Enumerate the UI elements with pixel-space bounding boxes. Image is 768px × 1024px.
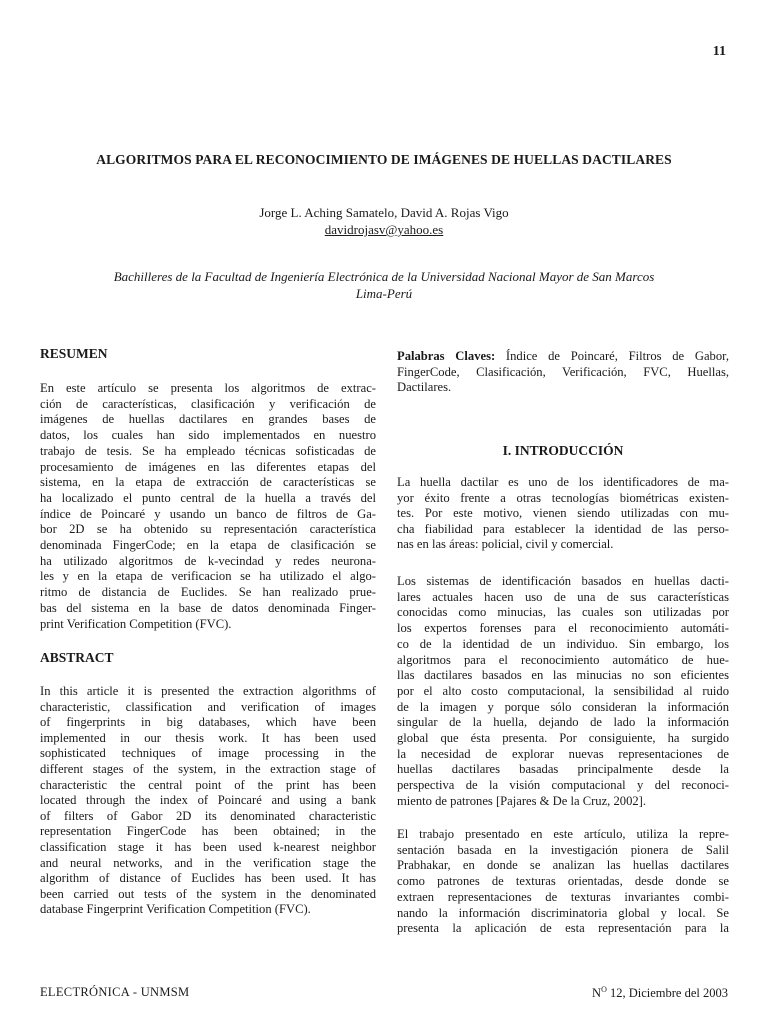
text-line: perspectiva de la visión computacional y del reconoci- (397, 778, 729, 793)
abstract-heading: ABSTRACT (40, 650, 114, 665)
paper-title: ALGORITMOS PARA EL RECONOCIMIENTO DE IMÁGENES DE HUELLAS DACTILARES (96, 152, 672, 167)
text-line: El trabajo presentado en este artículo, utiliza la repre- (397, 827, 729, 841)
text-line: bor 2D se ha obtenido su representación característica (40, 522, 376, 537)
text-line: datos, los cuales han sido implementados en nuestro (40, 428, 376, 443)
text-line: denominada FingerCode; en la etapa de clasificación se (40, 538, 376, 552)
text-line: global que ésta presenta. Por consiguiente, ha surgido (397, 731, 729, 745)
text-line: algoritmos para el reconocimiento automático de hue- (397, 652, 729, 667)
text-line: conocidas como minucias, las cuales son utilizadas por (397, 605, 729, 620)
text-line: singular de la huella, dejando de lado la información (397, 715, 729, 730)
text-line: imágenes de huellas dactilares en grandes bases de (40, 412, 376, 427)
text-line: characteristic, classification and verification of images (40, 699, 376, 714)
email-link[interactable]: davidrojasv@yahoo.es (324, 222, 444, 237)
text-line: trabajo de tesis. Se ha empleado técnicas sofisticadas de (40, 443, 376, 458)
text-line: In this article it is presented the extraction algorithms of (40, 684, 376, 698)
text-line: print Verification Competition (FVC). (40, 616, 232, 631)
text-line: nas en las áreas: policial, civil y comercial. (397, 537, 614, 552)
keywords-line: Dactilares. (397, 380, 452, 395)
footer-issue (592, 985, 728, 1001)
text-line: different stages of the system, in the extraction stage of (40, 762, 376, 776)
text-line: llas dactilares basados en las minucias no son eficientes (397, 668, 729, 683)
text-line: implemented in our thesis work. It has been used (40, 730, 376, 745)
text-line: huellas dactilares basadas principalmente desde la (397, 762, 729, 777)
text-line: por el alto costo computacional, la sensibilidad al ruido (397, 683, 729, 698)
keywords-text: Índice de Poincaré, Filtros de Gabor, (495, 349, 729, 363)
text-line: miento de patrones [Pajares & De la Cruz, 2002]. (397, 793, 647, 808)
page-number: 11 (712, 44, 726, 59)
text-line: and neural networks, and in the verification stage the (40, 855, 376, 870)
text-line: como patrones de texturas orientadas, desde donde se (397, 874, 729, 889)
resumen-heading: RESUMEN (40, 346, 108, 361)
text-line: bas del sistema en la base de datos denominada Finger- (40, 600, 376, 615)
keywords-line: FingerCode, Clasificación, Verificación, FVC, Huellas, (397, 364, 729, 379)
text-line: yor éxito frente a otras tecnologías biométricas existen- (397, 490, 729, 505)
text-line: classification stage it has been used k-nearest neighbor (40, 840, 376, 854)
text-line: co de la identidad de un individuo. Sin embargo, los (397, 636, 729, 651)
text-line: índice de Poincaré y usando un banco de filtros de Ga- (40, 506, 376, 521)
intro-heading: I. INTRODUCCIÓN (502, 443, 624, 458)
text-line: tes. Por este motivo, vienen siendo utilizadas con mu- (397, 506, 729, 521)
text-line: ha utilizado algoritmos de k-vecindad y redes neurona- (40, 553, 376, 568)
text-line: cha fiabilidad para establecer la identidad de las perso- (397, 521, 729, 536)
text-line: lares actuales hacen uso de una de sus características (397, 589, 729, 604)
keywords-label: Palabras Claves: (397, 349, 496, 363)
author-email (0, 222, 768, 238)
text-line: los expertos forenses para el reconocimiento automáti- (397, 621, 729, 636)
keywords-line (397, 348, 729, 364)
authors: Jorge L. Aching Samatelo, David A. Rojas Vigo (259, 205, 509, 220)
text-line: ción de características, clasificación y verificación de (40, 396, 376, 411)
footer-issue-prefix: N (592, 986, 602, 1001)
affiliation-line-1: Bachilleres de la Facultad de Ingeniería Electrónica de la Universidad Nacional Mayor de San Marcos (113, 269, 655, 284)
text-line: ritmo de distancia de Euclides. Se han realizado prue- (40, 585, 376, 600)
text-line: les y en la etapa de verificacion se ha utilizado el algo- (40, 569, 376, 584)
text-line: characteristic the central point of the print has been (40, 777, 376, 792)
text-line: Prabhakar, en donde se analizan las huellas dactilares (397, 858, 729, 873)
text-line: sistema, en la etapa de extracción de características se (40, 475, 376, 490)
text-line: database Fingerprint Verification Competition (FVC). (40, 902, 311, 917)
footer-issue-sup: O (601, 985, 607, 994)
text-line: sophisticated techniques of image processing in the (40, 746, 376, 761)
text-line: representation FingerCode has been obtained; in the (40, 824, 376, 839)
text-line: La huella dactilar es uno de los identificadores de ma- (397, 475, 729, 489)
footer-issue-suffix: 12, Diciembre del 2003 (606, 986, 728, 1001)
text-line: Los sistemas de identificación basados en huellas dacti- (397, 574, 729, 588)
footer-journal: ELECTRÓNICA - UNMSM (40, 985, 190, 999)
text-line: procesamiento de imágenes en las diferentes etapas del (40, 459, 376, 474)
text-line: algorithm of distance of Euclides has been used. It has (40, 871, 376, 886)
affiliation-line-2: Lima-Perú (355, 286, 413, 301)
text-line: located through the index of Poincaré and using a bank (40, 793, 376, 808)
text-line: sentación basada en la investigación pionera de Salil (397, 842, 729, 857)
text-line: de la imagen y porque sólo consideran la información (397, 699, 729, 714)
text-line: la necesidad de explorar nuevas representaciones de (397, 746, 729, 761)
text-line: nando la información discriminatoria global y local. Se (397, 905, 729, 920)
text-line: of filters of Gabor 2D its denominated characteristic (40, 808, 376, 823)
text-line: of fingerprints in big databases, which have been (40, 715, 376, 730)
text-line: been carried out tests of the system in the denominated (40, 886, 376, 901)
text-line: presenta la aplicación de esta representación para la (397, 921, 729, 936)
text-line: extraen representaciones de texturas invariantes combi- (397, 889, 729, 904)
text-line: ha localizado el punto central de la huella a través del (40, 490, 376, 505)
text-line: En este artículo se presenta los algoritmos de extrac- (40, 381, 376, 395)
